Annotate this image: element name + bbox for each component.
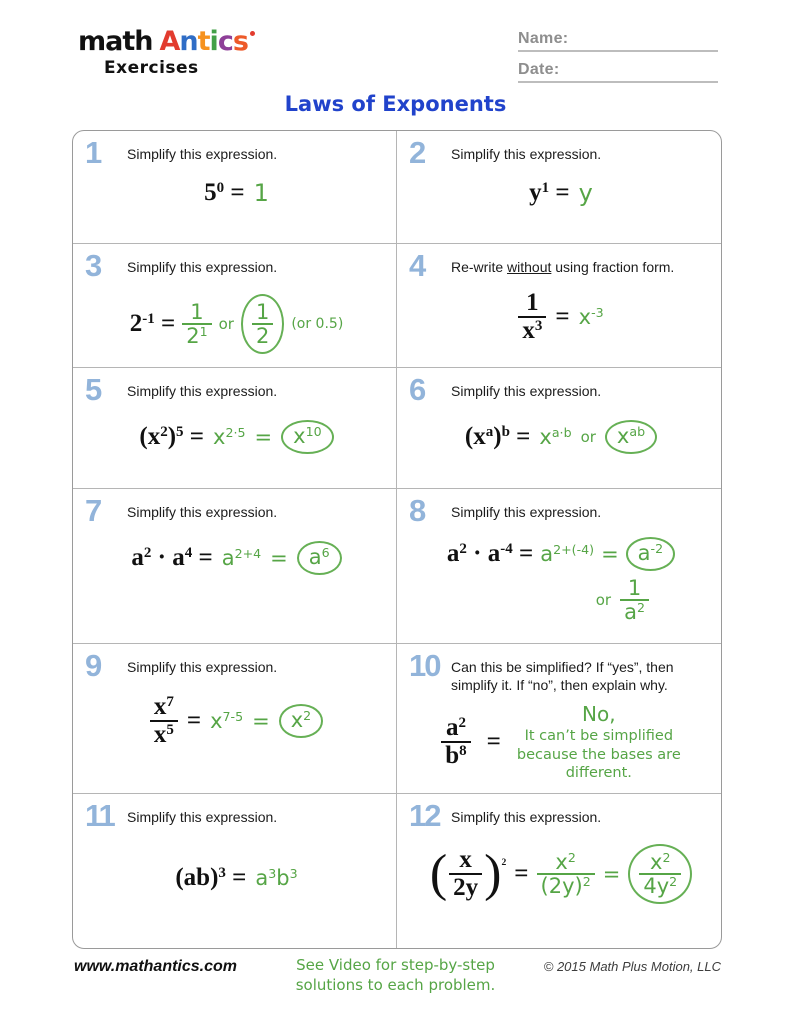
- circled-answer: $\frac{1}{2}$: [241, 294, 284, 354]
- logo-letter: n: [179, 26, 198, 57]
- circled-answer: $a^{-2}$: [626, 537, 675, 571]
- circled-answer: $x^{10}$: [281, 420, 333, 454]
- problem-prompt: Simplify this expression.: [127, 146, 278, 162]
- problem-9: [73, 644, 397, 794]
- date-label: Date:: [518, 61, 560, 78]
- math-antics-logo: [78, 28, 278, 78]
- answer: 1: [253, 178, 269, 207]
- name-field: [518, 30, 718, 52]
- circled-answer: $\frac{x^2}{4y^2}$: [628, 844, 692, 904]
- alternate-answer: or $\frac{1}{a^2}$: [409, 577, 713, 623]
- problem-4: [397, 244, 721, 368]
- answer: y: [578, 178, 593, 207]
- problem-prompt: Simplify this expression.: [451, 383, 602, 399]
- problem-10: [397, 644, 721, 794]
- logo-letter: A: [159, 26, 180, 57]
- problem-number: 8: [409, 493, 425, 528]
- problem-number: 2: [409, 135, 425, 170]
- copyright-text: © 2015 Math Plus Motion, LLC: [543, 959, 721, 974]
- problem-prompt: Can this be simplified? If “yes”, then simplify it. If “no”, then explain why.: [451, 659, 674, 694]
- date-field: [518, 61, 718, 83]
- answer: $a^3b^3$: [255, 865, 298, 890]
- logo-letter: s: [232, 26, 248, 57]
- name-date-block: [518, 30, 718, 92]
- math-expression: $y^1$ = y: [529, 178, 593, 207]
- problem-1: [73, 131, 397, 244]
- problem-5: [73, 368, 397, 489]
- problem-7: [73, 489, 397, 644]
- circled-answer: $x^{ab}$: [605, 420, 657, 454]
- problem-number: 4: [409, 248, 425, 283]
- problem-number: 10: [409, 648, 440, 683]
- answer-text: No, It can’t be simplified because the bases are different.: [516, 702, 681, 781]
- logo-letter: i: [209, 26, 218, 57]
- problem-prompt: Simplify this expression.: [451, 809, 602, 825]
- problem-number: 9: [85, 648, 101, 683]
- problem-8: [397, 489, 721, 644]
- page-title: Laws of Exponents: [284, 92, 507, 116]
- answer-note: (or 0.5): [291, 315, 344, 332]
- problem-prompt: Simplify this expression.: [127, 659, 278, 675]
- math-expression: $\frac{a^2}{b^8}$ = No, It can’t be simplified because the bases are different.: [409, 702, 713, 781]
- problem-3: [73, 244, 397, 368]
- math-expression: $2^{-1}$ = $\frac{1}{2^1}$ or $\frac{1}{2}$ (or 0.5): [85, 294, 388, 354]
- trademark-dot-icon: [250, 31, 255, 36]
- circled-answer: $a^6$: [297, 541, 342, 575]
- website-url: www.mathantics.com: [74, 958, 237, 975]
- problem-number: 3: [85, 248, 101, 283]
- logo-letter: t: [197, 26, 210, 57]
- math-expression: $\frac{x^7}{x^5}$ = $x^{7-5}$ = $x^2$: [85, 694, 388, 749]
- math-expression: $(x^a)^b$ = $x^{a\cdot b}$ or $x^{ab}$: [409, 420, 713, 454]
- math-expression: ( $\frac{x}{2y}$ ) 2 = $\frac{x^2}{(2y)^2}$ = $\frac{x^2}{4y^2}$: [409, 844, 713, 904]
- answer-fraction: $\frac{1}{2^1}$: [182, 301, 211, 347]
- problem-prompt: Simplify this expression.: [451, 146, 602, 162]
- name-label: Name:: [518, 30, 569, 47]
- math-expression: $\frac{1}{x^3}$ = $x^{-3}$: [409, 290, 713, 345]
- problem-prompt: Simplify this expression.: [127, 504, 278, 520]
- video-note: See Video for step-by-step solutions to each problem.: [295, 956, 496, 995]
- problem-12: [397, 794, 721, 948]
- math-expression: $(x^2)^5$ = $x^{2\cdot 5}$ = $x^{10}$: [85, 420, 388, 454]
- circled-answer: $x^2$: [279, 704, 323, 738]
- logo-word-math: math: [78, 26, 153, 57]
- problem-number: 1: [85, 135, 101, 170]
- problem-number: 5: [85, 372, 101, 407]
- problem-11: [73, 794, 397, 948]
- math-expression: (ab)$^3$ = $a^3b^3$: [175, 863, 298, 891]
- logo-letter: c: [217, 26, 233, 57]
- math-expression: $5^0$ = 1: [204, 178, 269, 207]
- exercises-label: Exercises: [104, 58, 199, 78]
- answer: $x^{-3}$: [578, 305, 604, 330]
- problem-number: 12: [409, 798, 440, 833]
- page-footer: [0, 952, 791, 1012]
- problem-prompt: Simplify this expression.: [451, 504, 602, 520]
- problems-grid: [72, 130, 722, 949]
- problem-2: [397, 131, 721, 244]
- problem-number: 11: [85, 798, 114, 833]
- problem-number: 6: [409, 372, 425, 407]
- math-expression: $a^2 \cdot a^{-4}$ = $a^{2+(-4)}$ = $a^{-2}$: [409, 537, 713, 571]
- problem-prompt: Simplify this expression.: [127, 383, 278, 399]
- problem-prompt: Re-write without using fraction form.: [451, 259, 675, 275]
- problem-number: 7: [85, 493, 101, 528]
- problem-prompt: Simplify this expression.: [127, 259, 278, 275]
- logo-wordmark: [78, 28, 278, 55]
- problem-6: [397, 368, 721, 489]
- problem-prompt: Simplify this expression.: [127, 809, 278, 825]
- math-expression: $a^2 \cdot a^4$ = $a^{2+4}$ = $a^6$: [85, 541, 388, 575]
